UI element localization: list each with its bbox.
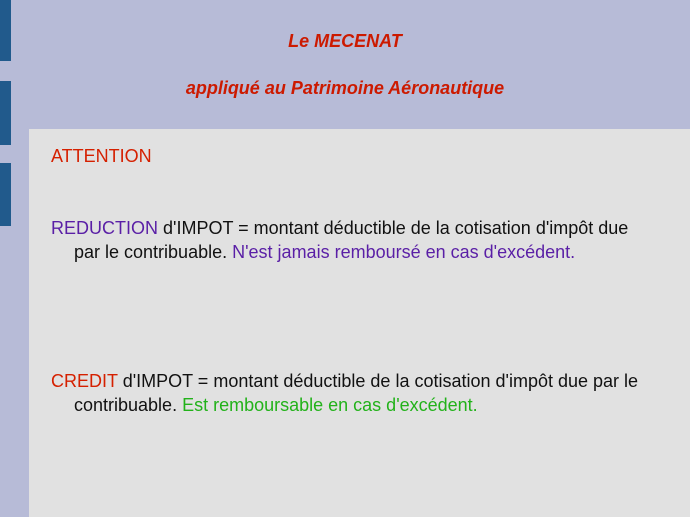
slide-subtitle: appliqué au Patrimoine Aéronautique — [185, 78, 505, 98]
content-panel — [29, 129, 690, 517]
slide-title: Le MECENAT — [288, 31, 402, 51]
reduction-term: REDUCTION — [51, 218, 158, 238]
reduction-paragraph — [51, 216, 654, 264]
credit-term: CREDIT — [51, 371, 118, 391]
credit-note: Est remboursable en cas d'excédent. — [182, 395, 478, 415]
accent-bar-bottom — [0, 163, 11, 226]
reduction-definition: d'IMPOT = montant déductible de la cotisation d'impôt due par le contribuable. — [74, 218, 629, 262]
credit-paragraph — [51, 369, 654, 417]
credit-definition: d'IMPOT = montant déductible de la cotisation d'impôt due par le contribuable. — [74, 371, 639, 415]
reduction-note: N'est jamais remboursé en cas d'excédent. — [232, 242, 576, 262]
attention-heading: ATTENTION — [51, 146, 152, 166]
